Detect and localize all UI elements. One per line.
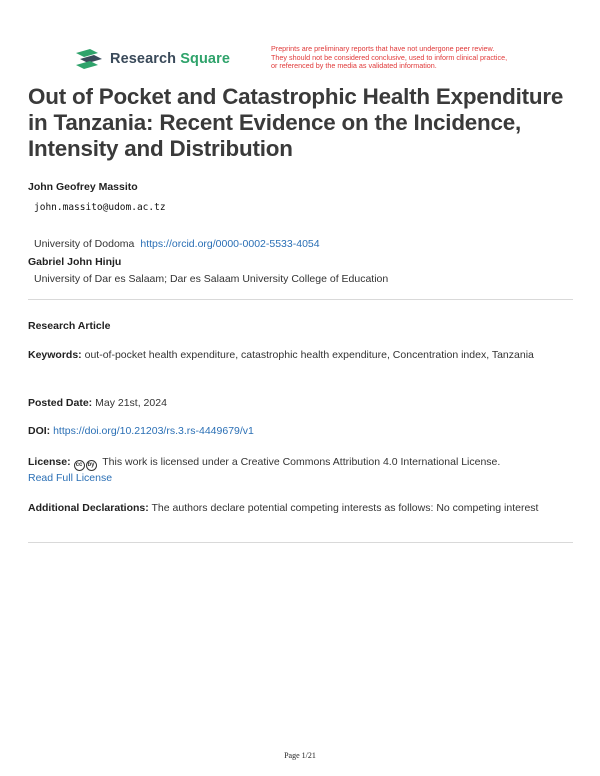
author-name: John Geofrey Massito [28,181,138,193]
divider [28,299,573,300]
orcid-link[interactable]: https://orcid.org/0000-0002-5533-4054 [140,238,320,250]
page-number: Page 1/21 [284,751,316,760]
read-full-license-link[interactable]: Read Full License [28,472,113,484]
divider [28,542,573,543]
doi-link[interactable]: https://doi.org/10.21203/rs.3.rs-4449679/v1 [53,425,254,437]
additional-declarations: Additional Declarations: The authors declare potential competing interests as follows: No competing interest [28,502,539,514]
research-square-logo-icon [74,47,104,71]
doi: DOI: https://doi.org/10.21203/rs.3.rs-4449679/v1 [28,425,254,437]
author-name: Gabriel John Hinju [28,256,122,268]
author-affiliation: University of Dar es Salaam; Dar es Salaam University College of Education [34,273,389,285]
preprint-disclaimer: Preprints are preliminary reports that have not undergone peer review. They should not be considered conclusive, used to inform clinical practice, or referenced by the media as validated information. [271,44,508,71]
research-square-logo[interactable] [74,47,230,71]
license: License: cc by This work is licensed under a Creative Commons Attribution 4.0 International License. Read Full License [28,456,501,484]
paper-title: Out of Pocket and Catastrophic Health Expenditure in Tanzania: Recent Evidence on the Incidence, Intensity and Distribution [28,84,564,161]
author-affiliation: University of Dodoma https://orcid.org/0000-0002-5533-4054 [34,238,320,250]
brand-name: Research Square [110,51,230,67]
cc-icon: cc [74,460,85,471]
cc-license-icons [74,460,97,471]
keywords: Keywords: out-of-pocket health expenditure, catastrophic health expenditure, Concentration index, Tanzania [28,349,534,361]
article-type: Research Article [28,320,111,332]
author-email[interactable]: john.massito@udom.ac.tz [34,202,166,213]
by-icon: by [86,460,97,471]
posted-date: Posted Date: May 21st, 2024 [28,397,167,409]
